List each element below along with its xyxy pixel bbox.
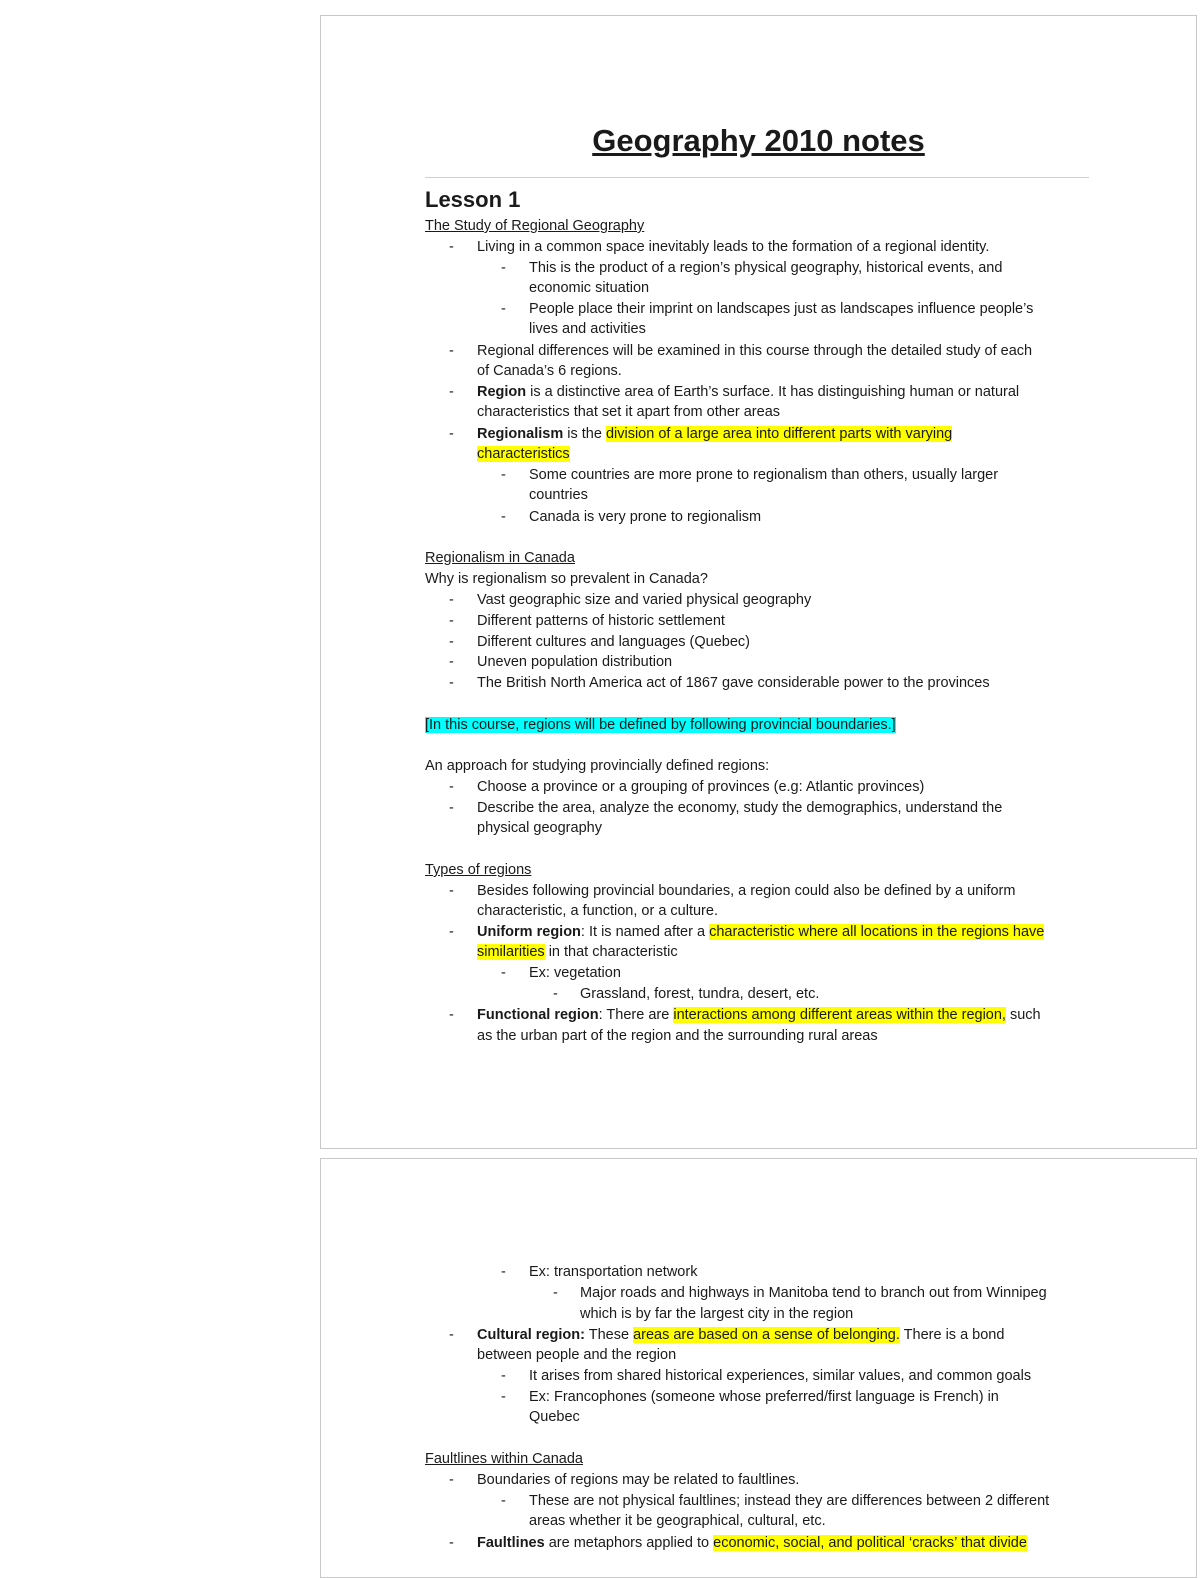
bullet-dash: - [449,883,454,899]
bullet-dash: - [449,1472,454,1488]
section-heading: Types of regions [425,862,532,878]
list-item [477,1005,1041,1025]
list-item-cont: characteristic, a function, or a culture. [477,903,718,919]
list-item: Ex: transportation network [529,1264,698,1280]
section-heading: Faultlines within Canada [425,1451,583,1467]
bullet-dash: - [501,260,506,276]
list-item: Regional differences will be examined in this course through the detailed study of each [477,343,1033,359]
list-item [477,1325,1004,1345]
list-item-cont: characteristics that set it apart from other areas [477,404,781,420]
list-item: Describe the area, analyze the economy, study the demographics, understand the [477,800,1003,816]
document-page-2 [320,1158,1197,1578]
lesson-heading: Lesson 1 [425,187,521,212]
term-uniform-region: Uniform region [477,924,581,940]
boundary-note [425,715,896,735]
bullet-dash: - [449,1535,454,1551]
bullet-dash: - [449,654,454,670]
highlighted-text: areas are based on a sense of belonging. [633,1327,900,1343]
highlighted-text: division of a large area into different parts with varying [605,426,953,442]
bullet-dash: - [449,343,454,359]
list-item: Boundaries of regions may be related to faultlines. [477,1472,800,1488]
list-item: Besides following provincial boundaries, a region could also be defined by a uniform [477,883,1016,899]
definition-text: There is a bond [899,1327,1005,1343]
list-item-cont: between people and the region [477,1347,677,1363]
term-regionalism: Regionalism [477,426,564,442]
list-item-cont: of Canada’s 6 regions. [477,363,622,379]
list-item: Major roads and highways in Manitoba tend to branch out from Winnipeg [580,1285,1047,1301]
bullet-dash: - [501,1264,506,1280]
list-item: These are not physical faultlines; instead they are differences between 2 different [529,1493,1050,1509]
list-item: Choose a province or a grouping of provinces (e.g: Atlantic provinces) [477,779,925,795]
list-item: Some countries are more prone to regionalism than others, usually larger [529,467,999,483]
highlighted-text: characteristics [477,446,570,462]
definition-text: are metaphors applied to [544,1535,714,1551]
term-region: Region [477,384,527,400]
list-item-cont: countries [529,487,588,503]
term-faultlines: Faultlines [477,1535,545,1551]
section-question: Why is regionalism so prevalent in Canada? [425,571,708,587]
list-item-cont: areas whether it be geographical, cultural, etc. [529,1513,826,1529]
list-item-cont: which is by far the largest city in the region [580,1306,854,1322]
definition-text: is the [563,426,606,442]
list-item: It arises from shared historical experiences, similar values, and common goals [529,1368,1032,1384]
list-item: Uneven population distribution [477,654,673,670]
title-divider [425,177,1089,178]
bullet-dash: - [501,1389,506,1405]
bullet-dash: - [449,239,454,255]
bullet-dash: - [449,384,454,400]
list-item: This is the product of a region’s physical geography, historical events, and [529,260,1003,276]
definition-text: such [1005,1007,1041,1023]
list-item-cont: lives and activities [529,321,646,337]
list-item: Vast geographic size and varied physical geography [477,592,812,608]
list-item: Ex: vegetation [529,965,621,981]
list-item-cont: as the urban part of the region and the surrounding rural areas [477,1028,878,1044]
list-item: The British North America act of 1867 gave considerable power to the provinces [477,675,990,691]
bullet-dash: - [501,1368,506,1384]
list-item-cont: economic situation [529,280,650,296]
term-cultural-region: Cultural region: [477,1327,585,1343]
list-item [477,382,1019,402]
bullet-dash: - [449,634,454,650]
term-functional-region: Functional region [477,1007,599,1023]
list-item [477,424,952,444]
cyan-highlight: [In this course, regions will be defined by following provincial boundaries.] [425,717,896,733]
definition-text: is a distinctive area of Earth’s surface. It has distinguishing human or natural [526,384,1020,400]
bullet-dash: - [501,301,506,317]
paragraph: An approach for studying provincially defined regions: [425,758,770,774]
list-item-cont: Quebec [529,1409,580,1425]
list-item-cont [477,942,678,962]
list-item: Ex: Francophones (someone whose preferred/first language is French) in [529,1389,999,1405]
bullet-dash: - [449,924,454,940]
bullet-dash: - [553,1285,558,1301]
bullet-dash: - [501,467,506,483]
bullet-dash: - [449,426,454,442]
bullet-dash: - [501,965,506,981]
list-item: Grassland, forest, tundra, desert, etc. [580,986,820,1002]
bullet-dash: - [449,592,454,608]
definition-text: These [584,1327,634,1343]
definition-text: : It is named after a [580,924,710,940]
bullet-dash: - [501,509,506,525]
document-page-1 [320,15,1197,1149]
bullet-dash: - [449,675,454,691]
list-item-cont [477,444,570,464]
document-title: Geography 2010 notes [592,123,925,158]
list-item: Different cultures and languages (Quebec) [477,634,750,650]
list-item [477,1533,1027,1553]
highlighted-text: characteristic where all locations in the regions have [709,924,1045,940]
bullet-dash: - [553,986,558,1002]
list-item: People place their imprint on landscapes just as landscapes influence people’s [529,301,1034,317]
highlighted-text: interactions among different areas within the region, [673,1007,1006,1023]
section-heading: The Study of Regional Geography [425,218,645,234]
definition-text: in that characteristic [544,944,678,960]
list-item: Canada is very prone to regionalism [529,509,762,525]
highlighted-text: economic, social, and political ‘cracks’ that divide [713,1535,1027,1551]
bullet-dash: - [449,779,454,795]
section-heading: Regionalism in Canada [425,550,575,566]
bullet-dash: - [449,613,454,629]
list-item [477,922,1044,942]
list-item: Different patterns of historic settlement [477,613,725,629]
list-item-cont: physical geography [477,820,602,836]
bullet-dash: - [449,1327,454,1343]
highlighted-text: similarities [477,944,545,960]
bullet-dash: - [501,1493,506,1509]
bullet-dash: - [449,800,454,816]
list-item: Living in a common space inevitably leads to the formation of a regional identity. [477,239,990,255]
definition-text: : There are [598,1007,674,1023]
bullet-dash: - [449,1007,454,1023]
